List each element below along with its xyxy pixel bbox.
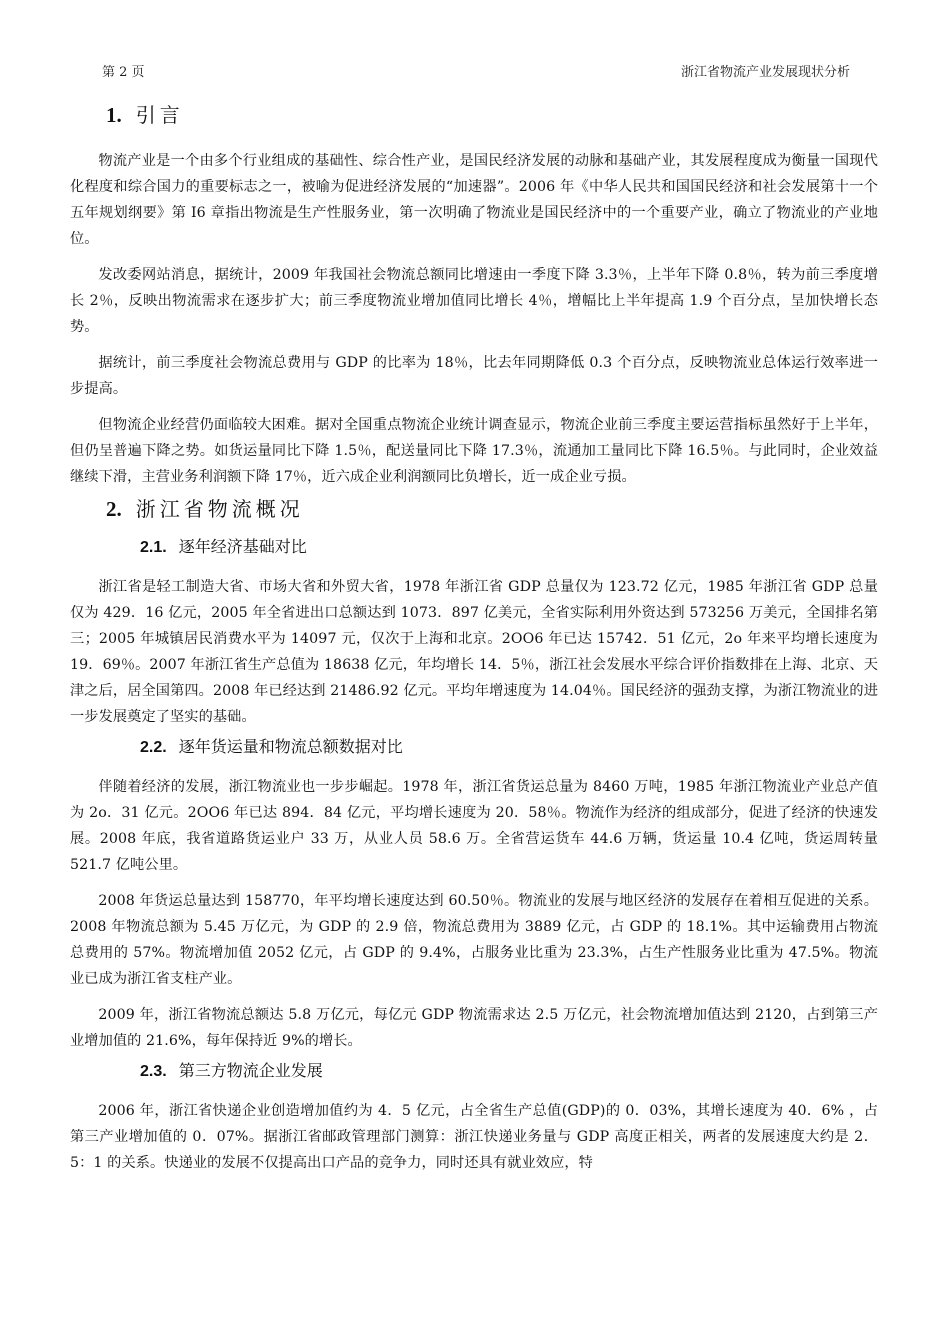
paragraph: 发改委网站消息，据统计，2009 年我国社会物流总额同比增速由一季度下降 3.3％，上半年下降 0.8％，转为前三季度增长 2％，反映出物流需求在逐步扩大；前三季度物流业增加值同比增长 4％，增幅比上半年提高 1.9 个百分点，呈加快增长态势。 — [70, 267, 878, 335]
section-number: 1. — [106, 103, 122, 127]
section-heading — [106, 100, 878, 130]
page-number: 第 2 页 — [102, 65, 145, 80]
paragraph: 2006 年，浙江省快递企业创造增加值约为 4．5 亿元，占全省生产总值(GDP)的 0．03%，其增长速度为 40．6% ，占第三产业增加值的 0．07%。据浙江省邮政管理部门测算：浙江快递业务量与 GDP 高度正相关，两者的发展速度大约是 2．5：1 的关系。快递业的发展不仅提高出口产品的竞争力，同时还具有就业效应，特 — [70, 1103, 878, 1171]
subsection-title: 逐年经济基础对比 — [178, 537, 307, 556]
paragraph: 但物流企业经营仍面临较大困难。据对全国重点物流企业统计调查显示，物流企业前三季度主要运营指标虽然好于上半年，但仍呈普遍下降之势。如货运量同比下降 1.5％，配送量同比下降 17.3％，流通加工量同比下降 16.5％。与此同时，企业效益继续下滑，主营业务利润额下降 17％，近六成企业利润额同比负增长，近一成企业亏损。 — [70, 417, 878, 485]
subsection-title: 第三方物流企业发展 — [178, 1061, 323, 1080]
section-title: 引言 — [135, 103, 184, 127]
subsection-number: 2.2. — [140, 739, 167, 756]
paragraph: 浙江省是轻工制造大省、市场大省和外贸大省，1978 年浙江省 GDP 总量仅为 123.72 亿元，1985 年浙江省 GDP 总量仅为 429．16 亿元，2005 年全省进出口总额达到 1073．897 亿美元，全省实际利用外资达到 573256 万美元，全国排名第三；2005 年城镇居民消费水平为 14097 元，仅次于上海和北京。2OO6 年已达 15742．51 亿元，2o 年来平均增长速度为 19．69％。2007 年浙江省生产总值为 18638 亿元，年均增长 14．5％，浙江社会发展水平综合评价指数排在上海、北京、天津之后，居全国第四。2008 年已经达到 21486.92 亿元。平均年增速度为 14.04％。国民经济的强劲支撑，为浙江物流业的进一步发展奠定了坚实的基础。 — [70, 579, 878, 725]
paragraph: 物流产业是一个由多个行业组成的基础性、综合性产业，是国民经济发展的动脉和基础产业，其发展程度成为衡量一国现代化程度和综合国力的重要标志之一，被喻为促进经济发展的“加速器”。2006 年《中华人民共和国国民经济和社会发展第十一个五年规划纲要》第 I6 章指出物流是生产性服务业，第一次明确了物流业是国民经济中的一个重要产业，确立了物流业的产业地位。 — [70, 153, 878, 247]
subsection-number: 2.1. — [140, 539, 167, 556]
subsection-heading — [140, 1058, 878, 1084]
document-body — [70, 100, 878, 1186]
subsection-title: 逐年货运量和物流总额数据对比 — [178, 737, 403, 756]
page-header — [102, 64, 850, 82]
paragraph: 2008 年货运总量达到 158770，年平均增长速度达到 60.50％。物流业的发展与地区经济的发展存在着相互促进的关系。2008 年物流总额为 5.45 万亿元，为 GDP 的 2.9 倍，物流总费用为 3889 亿元，占 GDP 的 18.1%。其中运输费用占物流总费用的 57%。物流增加值 2052 亿元，占 GDP 的 9.4%，占服务业比重为 23.3%，占生产性服务业比重为 47.5%。物流业已成为浙江省支柱产业。 — [70, 893, 878, 987]
subsection-number: 2.3. — [140, 1063, 167, 1080]
section-number: 2. — [106, 497, 122, 521]
subsection-heading — [140, 534, 878, 560]
paragraph: 2009 年，浙江省物流总额达 5.8 万亿元，每亿元 GDP 物流需求达 2.5 万亿元，社会物流增加值达到 2120，占到第三产业增加值的 21.6%，每年保持近 9%的增长。 — [70, 1007, 878, 1049]
paragraph: 据统计，前三季度社会物流总费用与 GDP 的比率为 18％，比去年同期降低 0.3 个百分点，反映物流业总体运行效率进一步提高。 — [70, 355, 878, 397]
section-heading — [106, 494, 878, 524]
section-title: 浙江省物流概况 — [135, 497, 304, 521]
paragraph: 伴随着经济的发展，浙江物流业也一步步崛起。1978 年，浙江省货运总量为 8460 万吨，1985 年浙江物流业产业总产值为 2o．31 亿元。2OO6 年已达 894．84 亿元，平均增长速度为 20．58％。物流作为经济的组成部分，促进了经济的快速发展。2008 年底，我省道路货运业户 33 万，从业人员 58.6 万。全省营运货车 44.6 万辆，货运量 10.4 亿吨，货运周转量 521.7 亿吨公里。 — [70, 779, 878, 873]
subsection-heading — [140, 734, 878, 760]
document-title: 浙江省物流产业发展现状分析 — [680, 65, 850, 80]
